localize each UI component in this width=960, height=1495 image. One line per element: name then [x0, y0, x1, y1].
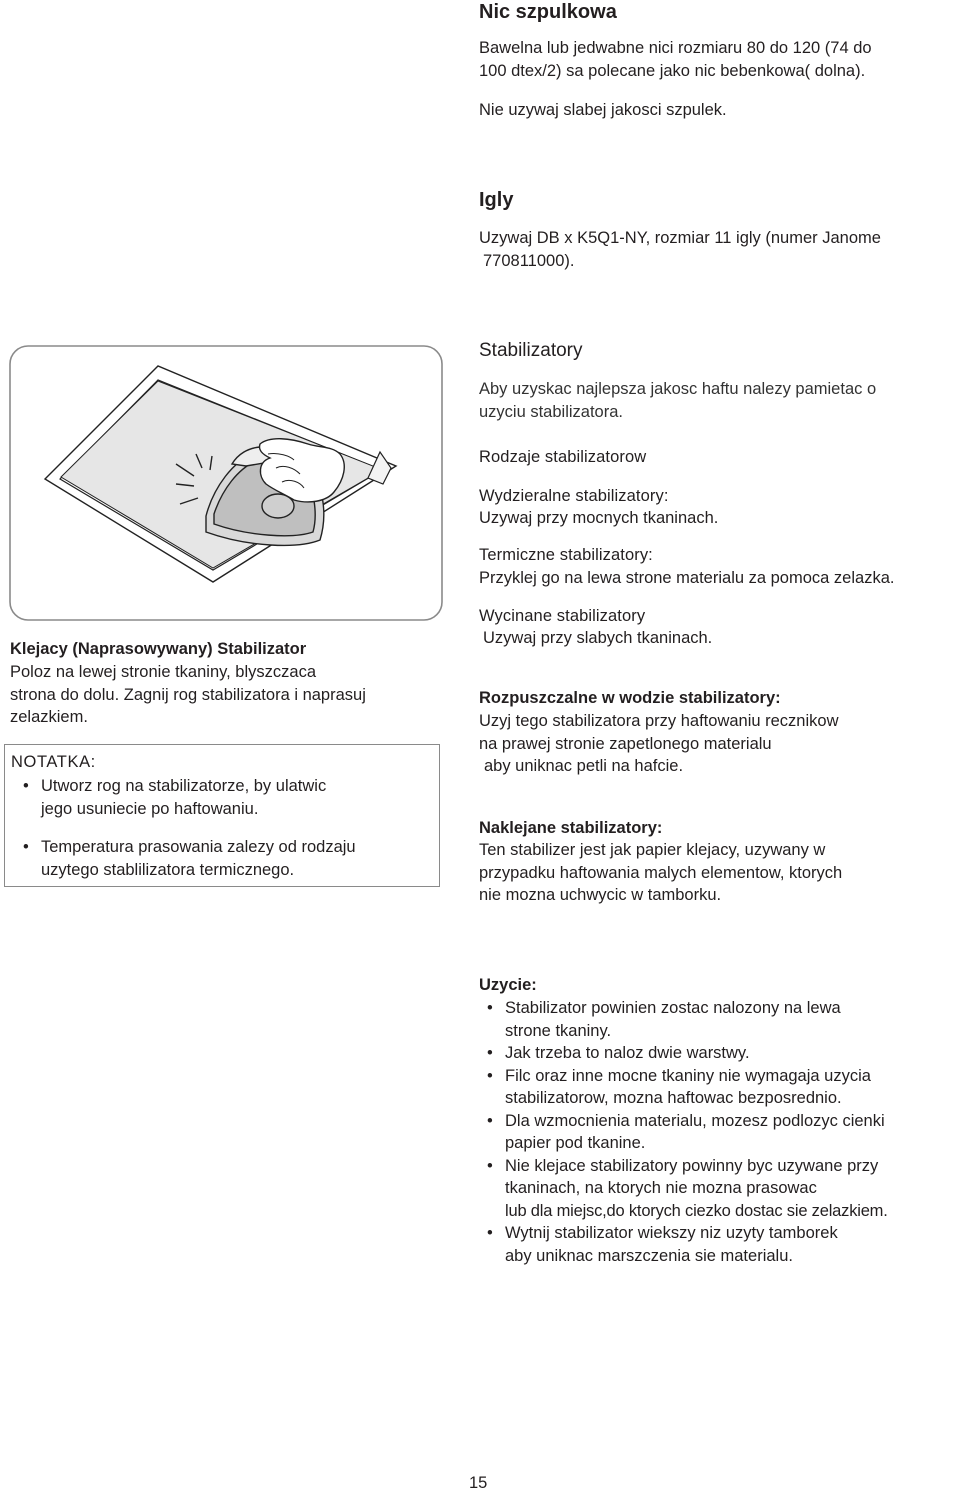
list-item: [483, 1110, 960, 1155]
types-title: Rodzaje stabilizatorow: [479, 448, 647, 466]
list-item: [483, 1222, 960, 1267]
text-line: lub dla miejsc,do ktorych ciezko dostac sie zelazkiem.: [505, 1201, 888, 1220]
iron-on-title: Klejacy (Naprasowywany) Stabilizator: [10, 640, 307, 658]
stabilizers-intro: [479, 378, 876, 423]
note-title: NOTATKA:: [11, 753, 96, 771]
text-line: Bawelna lub jedwabne nici rozmiaru 80 do 120 (74 do: [479, 39, 872, 57]
tearaway-text: Uzywaj przy mocnych tkaninach.: [479, 509, 719, 527]
text-line: • Wytnij stabilizator wiekszy niz uzyty tamborek: [505, 1224, 838, 1242]
text-line: aby uniknac marszczenia sie materialu.: [505, 1246, 793, 1265]
list-item: [19, 775, 429, 820]
text-line: • Stabilizator powinien zostac nalozony na lewa: [505, 999, 841, 1017]
usage-list: [483, 997, 960, 1267]
text-line: • Dla wzmocnienia materialu, mozesz podlozyc cienki: [505, 1111, 885, 1130]
text-line: zelazkiem.: [10, 708, 88, 726]
text-line: 100 dtex/2) sa polecane jako nic bebenkowa( dolna).: [479, 61, 866, 80]
text-line: uzyciu stabilizatora.: [479, 402, 623, 421]
text-line: papier pod tkanine.: [505, 1134, 646, 1152]
sticky-text: [479, 839, 842, 907]
text-line: Uzywaj DB x K5Q1-NY, rozmiar 11 igly (numer Janome: [479, 229, 881, 247]
note-list: [19, 775, 429, 881]
text-line: • Temperatura prasowania zalezy od rodzaju: [41, 838, 356, 856]
text-line: • Nie klejace stabilizatory powinny byc uzywane przy: [505, 1156, 879, 1175]
cutaway-text: Uzywaj przy slabych tkaninach.: [483, 629, 713, 647]
text-line: • Jak trzeba to naloz dwie warstwy.: [505, 1044, 750, 1062]
needles-text: [479, 227, 881, 272]
list-item: [483, 1155, 960, 1223]
text-line: nie mozna uchwycic w tamborku.: [479, 886, 722, 904]
text-line: 770811000).: [483, 251, 575, 270]
iron-on-text: [10, 661, 366, 729]
watersol-text: [479, 710, 839, 778]
heat-label: Termiczne stabilizatory:: [479, 546, 653, 564]
bobbin-text: [479, 37, 872, 82]
iron-stabilizer-illustration: [8, 344, 444, 622]
needles-title: Igly: [479, 189, 514, 211]
text-line: uzytego stablilizatora termicznego.: [41, 860, 295, 879]
bobbin-title: Nic szpulkowa: [479, 1, 617, 23]
text-line: na prawej stronie zapetlonego materialu: [479, 734, 772, 753]
list-item: [19, 836, 429, 881]
text-line: Ten stabilizer jest jak papier klejacy, uzywany w: [479, 841, 826, 859]
list-item: [483, 997, 960, 1042]
text-line: przypadku haftowania malych elementow, ktorych: [479, 863, 843, 882]
note-box: [4, 744, 440, 887]
text-line: aby uniknac petli na hafcie.: [484, 757, 684, 775]
bobbin-warning: Nie uzywaj slabej jakosci szpulek.: [479, 101, 727, 119]
page-number: 15: [469, 1474, 488, 1492]
heat-text: Przyklej go na lewa strone materialu za pomoca zelazka.: [479, 569, 895, 587]
text-line: Poloz na lewej stronie tkaniny, blyszczaca: [10, 663, 317, 681]
usage-title: Uzycie:: [479, 976, 537, 994]
text-line: tkaninach, na ktorych nie mozna prasowac: [505, 1179, 817, 1197]
text-line: • Filc oraz inne mocne tkaniny nie wymagaja uzycia: [505, 1066, 871, 1085]
stabilizers-title: Stabilizatory: [479, 340, 583, 361]
text-line: Aby uzyskac najlepsza jakosc haftu nalezy pamietac o: [479, 380, 877, 398]
tearaway-label: Wydzieralne stabilizatory:: [479, 487, 669, 505]
cutaway-label: Wycinane stabilizatory: [479, 607, 646, 625]
list-item: [483, 1065, 960, 1110]
text-line: • Utworz rog na stabilizatorze, by ulatwic: [41, 777, 327, 795]
text-line: strona do dolu. Zagnij rog stabilizatora i naprasuj: [10, 685, 366, 704]
text-line: jego usuniecie po haftowaniu.: [41, 799, 259, 818]
sticky-label: Naklejane stabilizatory:: [479, 819, 663, 837]
text-line: stabilizatorow, mozna haftowac bezposrednio.: [505, 1089, 842, 1107]
text-line: Uzyj tego stabilizatora przy haftowaniu recznikow: [479, 712, 839, 730]
watersol-label: Rozpuszczalne w wodzie stabilizatory:: [479, 689, 781, 707]
text-line: strone tkaniny.: [505, 1021, 612, 1040]
list-item: [483, 1042, 960, 1065]
